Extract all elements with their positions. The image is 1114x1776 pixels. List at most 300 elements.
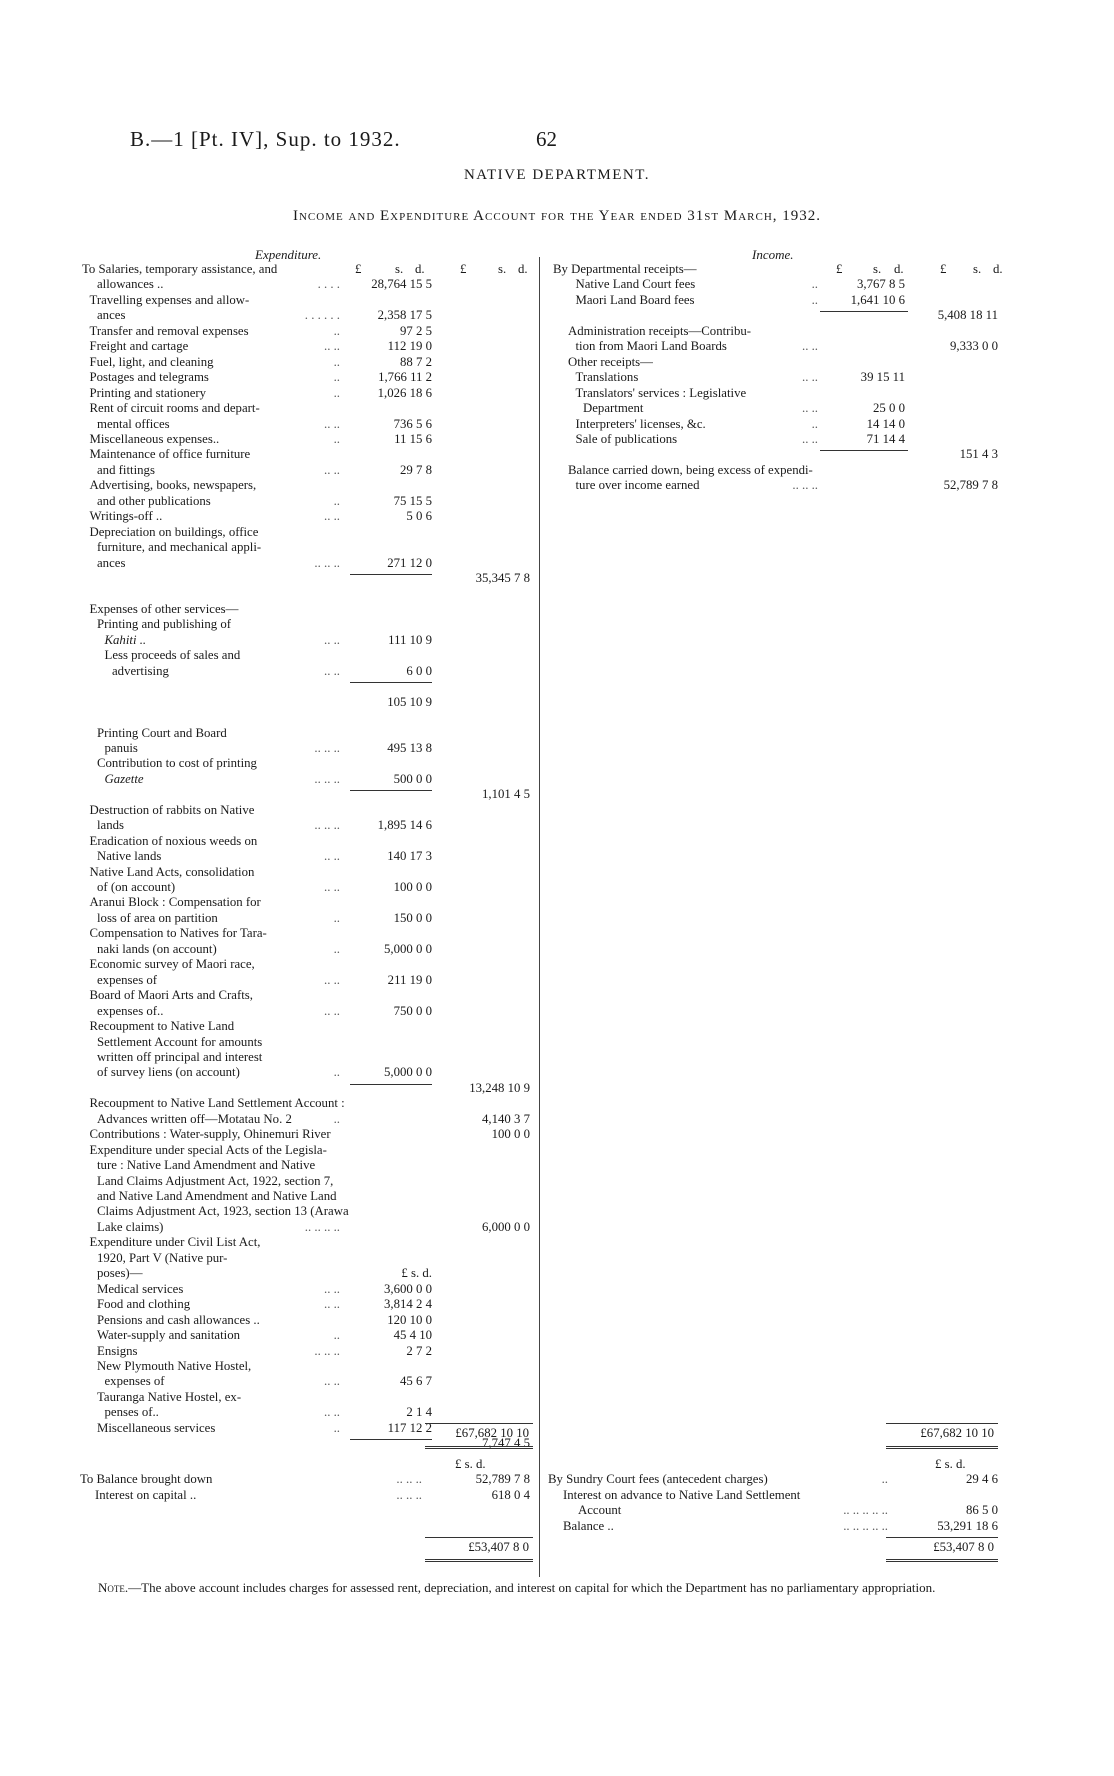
expenditure-row-leader-dots: .. .. bbox=[324, 849, 340, 864]
expenditure-row-leader-dots: .. bbox=[333, 385, 340, 400]
expenditure-row-leader-dots: .. bbox=[333, 1111, 340, 1126]
expenditure-row-subtotal-rule bbox=[350, 1084, 432, 1085]
income-after-row bbox=[0, 1488, 1114, 1503]
income-row-amount-total: 5,408 18 11 bbox=[937, 308, 998, 323]
expenditure-row-amount-detail: 45 6 7 bbox=[400, 1374, 432, 1389]
income-row bbox=[0, 478, 1114, 493]
expenditure-row-amount-detail: 11 15 6 bbox=[394, 431, 432, 446]
expenditure-row-amount-detail: 140 17 3 bbox=[387, 849, 432, 864]
expenditure-row-leader-dots: .. .. bbox=[324, 972, 340, 987]
income-row bbox=[0, 386, 1114, 401]
income-after-row bbox=[0, 1503, 1114, 1518]
page-header bbox=[0, 0, 1114, 230]
expenditure-row bbox=[0, 1328, 1114, 1343]
income-row-label: ture over income earned bbox=[575, 478, 700, 493]
expenditure-row-amount-detail: 6 0 0 bbox=[406, 663, 432, 678]
expenditure-row-subtotal-rule bbox=[350, 1439, 432, 1440]
expenditure-row bbox=[0, 633, 1114, 648]
expenditure-row-leader-dots: . . . . bbox=[317, 277, 340, 292]
expenditure-row bbox=[0, 1004, 1114, 1019]
income-after-row bbox=[0, 1472, 1114, 1487]
expenditure-row bbox=[0, 803, 1114, 818]
expenditure-row-amount-detail: 5 0 6 bbox=[406, 509, 432, 524]
income-row-leader-dots: .. bbox=[811, 292, 818, 307]
expenditure-row-leader-dots: .. .. .. bbox=[314, 555, 340, 570]
expenditure-row bbox=[0, 726, 1114, 741]
expenditure-row-label: Economic survey of Maori race, bbox=[89, 957, 255, 972]
expenditure-row-label: Contributions : Water-supply, Ohinemuri River bbox=[89, 1127, 331, 1142]
income-final-rule-top bbox=[886, 1537, 998, 1538]
expenditure-row-amount-detail: 112 19 0 bbox=[387, 339, 432, 354]
expenditure-row-label: Tauranga Native Hostel, ex- bbox=[97, 1389, 242, 1404]
income-row-leader-dots: .. .. bbox=[802, 370, 818, 385]
income-row-label: Maori Land Board fees bbox=[575, 292, 695, 307]
expenditure-row-leader-dots: .. bbox=[333, 910, 340, 925]
expenditure-row bbox=[0, 1297, 1114, 1312]
expenditure-row-label: To Salaries, temporary assistance, and bbox=[82, 262, 278, 276]
expenditure-after-row-label: Interest on capital .. bbox=[95, 1487, 197, 1502]
income-currency-head: s. bbox=[873, 262, 882, 276]
expenditure-row-label: 1920, Part V (Native pur- bbox=[97, 1250, 228, 1265]
income-after-row-label: Interest on advance to Native Land Settlement bbox=[563, 1487, 801, 1502]
expenditure-row-amount-detail: 100 0 0 bbox=[393, 880, 432, 894]
expenditure-row-amount-detail: 2,358 17 5 bbox=[377, 308, 432, 323]
expenditure-row-leader-dots: .. .. bbox=[324, 632, 340, 647]
expenditure-row-amount-total: 35,345 7 8 bbox=[475, 571, 530, 585]
income-after-row-leader-dots: .. .. .. .. .. bbox=[843, 1518, 888, 1533]
income-after-row-amount: 86 5 0 bbox=[966, 1503, 998, 1518]
expenditure-row-leader-dots: .. .. bbox=[324, 1405, 340, 1420]
expenditure-row bbox=[0, 1405, 1114, 1420]
expenditure-row-leader-dots: .. .. bbox=[324, 462, 340, 477]
income-row-label: Native Land Court fees bbox=[575, 277, 696, 292]
expenditure-row bbox=[0, 957, 1114, 972]
expenditure-row-label: Destruction of rabbits on Native bbox=[89, 802, 255, 817]
expenditure-row bbox=[0, 1204, 1114, 1219]
expenditure-row-label: Recoupment to Native Land Settlement Account : bbox=[89, 1096, 345, 1111]
expenditure-row-label: loss of area on partition bbox=[97, 910, 218, 925]
income-row bbox=[0, 355, 1114, 370]
income-after-row-amount: 29 4 6 bbox=[966, 1472, 998, 1487]
expenditure-row bbox=[0, 818, 1114, 833]
expenditure-row-leader-dots: .. bbox=[333, 493, 340, 508]
income-currency-head: d. bbox=[894, 262, 904, 276]
expenditure-row bbox=[0, 1096, 1114, 1111]
income-row bbox=[0, 277, 1114, 292]
expenditure-row-label: Writings-off .. bbox=[89, 509, 163, 524]
income-row-label: Translations bbox=[575, 370, 639, 385]
expenditure-row bbox=[0, 1390, 1114, 1405]
expenditure-row-label: Rent of circuit rooms and depart- bbox=[89, 401, 260, 416]
income-row-amount-total: 9,333 0 0 bbox=[950, 339, 998, 354]
expenditure-row-amount-detail: 3,600 0 0 bbox=[384, 1281, 432, 1296]
expenditure-row-label: Expenses of other services— bbox=[89, 601, 239, 616]
expenditure-grand-total: £67,682 10 10 bbox=[455, 1426, 529, 1440]
expenditure-row-label: lands bbox=[97, 818, 125, 833]
expenditure-row-leader-dots: .. bbox=[333, 1420, 340, 1435]
expenditure-row-leader-dots: .. .. bbox=[324, 416, 340, 431]
parliamentary-paper-reference: B.—1 [Pt. IV], Sup. to 1932. bbox=[130, 127, 401, 151]
expenditure-total-rule-bottom bbox=[425, 1446, 533, 1449]
income-row-label: By Departmental receipts— bbox=[553, 262, 697, 276]
expenditure-row bbox=[0, 1112, 1114, 1127]
expenditure-row-label: Freight and cartage bbox=[89, 339, 189, 354]
income-currency-head: £ bbox=[836, 262, 843, 276]
expenditure-row-amount-detail: 736 5 6 bbox=[393, 416, 432, 431]
expenditure-row-label: Lake claims) bbox=[97, 1219, 164, 1234]
expenditure-row-label: Settlement Account for amounts bbox=[97, 1034, 263, 1049]
expenditure-row-amount-detail: 29 7 8 bbox=[400, 462, 432, 477]
expenditure-row-label: Fuel, light, and cleaning bbox=[89, 354, 214, 369]
expenditure-row-leader-dots: .. .. bbox=[324, 1003, 340, 1018]
expenditure-final-rule-top bbox=[425, 1537, 533, 1538]
expenditure-row-leader-dots: .. .. bbox=[324, 1281, 340, 1296]
income-row-leader-dots: .. .. bbox=[802, 431, 818, 446]
income-row bbox=[0, 463, 1114, 478]
expenditure-row-subtotal-rule bbox=[350, 790, 432, 791]
income-row-label: tion from Maori Land Boards bbox=[575, 339, 727, 354]
expenditure-row bbox=[0, 865, 1114, 880]
income-total-rule-top bbox=[886, 1423, 998, 1424]
expenditure-row-label: Aranui Block : Compensation for bbox=[89, 895, 261, 910]
expenditure-row-leader-dots: .. bbox=[333, 431, 340, 446]
expenditure-row-label: panuis bbox=[104, 740, 138, 755]
expenditure-row bbox=[0, 1374, 1114, 1389]
income-row-subtotal-rule bbox=[820, 311, 908, 312]
expenditure-row-label: Recoupment to Native Land bbox=[89, 1019, 235, 1034]
expenditure-row-label: Depreciation on buildings, office bbox=[89, 524, 259, 539]
expenditure-row-subtotal-rule bbox=[350, 682, 432, 683]
expenditure-row-amount-detail: 5,000 0 0 bbox=[384, 1065, 432, 1080]
expenditure-row bbox=[0, 1282, 1114, 1297]
expenditure-row-label: Advances written off—Motatau No. 2 bbox=[97, 1111, 292, 1126]
expenditure-row-label: mental offices bbox=[97, 416, 170, 431]
expenditure-row bbox=[0, 1235, 1114, 1250]
income-row-leader-dots: .. bbox=[811, 277, 818, 292]
expenditure-final-total: £53,407 8 0 bbox=[468, 1540, 529, 1554]
expenditure-row-amount-detail: 105 10 9 bbox=[387, 694, 432, 709]
income-row-label: Sale of publications bbox=[575, 431, 678, 446]
expenditure-row-label: Less proceeds of sales and bbox=[104, 648, 241, 663]
income-row-label: Interpreters' licenses, &c. bbox=[575, 416, 706, 431]
income-after-row-leader-dots: .. bbox=[881, 1472, 888, 1487]
income-grand-total: £67,682 10 10 bbox=[920, 1426, 994, 1440]
expenditure-after-row-amount: 52,789 7 8 bbox=[475, 1472, 530, 1487]
expenditure-row bbox=[0, 1158, 1114, 1173]
expenditure-final-rule-bottom bbox=[425, 1559, 533, 1562]
income-final-total: £53,407 8 0 bbox=[933, 1540, 994, 1554]
income-row-label: Administration receipts—Contribu- bbox=[568, 323, 752, 338]
footnote-text: —The above account includes charges for assessed rent, depreciation, and interest on capital for which the Department has no parliamentary appropriation. bbox=[128, 1580, 936, 1595]
expenditure-row bbox=[0, 602, 1114, 617]
income-row-leader-dots: .. .. bbox=[802, 401, 818, 416]
expenditure-row bbox=[0, 664, 1114, 679]
expenditure-row bbox=[0, 556, 1114, 571]
expenditure-row-amount-detail: 211 19 0 bbox=[387, 972, 432, 987]
expenditure-row-amount-detail: 271 12 0 bbox=[387, 555, 432, 570]
expenditure-row-amount-detail: 750 0 0 bbox=[393, 1003, 432, 1018]
expenditure-row-label: poses)— bbox=[97, 1266, 143, 1281]
income-row-leader-dots: .. .. .. bbox=[792, 478, 818, 493]
expenditure-row bbox=[0, 1189, 1114, 1204]
expenditure-row-amount-detail: 88 7 2 bbox=[400, 354, 432, 369]
expenditure-row-amount-detail: 2 1 4 bbox=[406, 1405, 432, 1420]
income-row-label: Department bbox=[583, 401, 644, 416]
expenditure-row bbox=[0, 648, 1114, 663]
expenditure-row-label: Eradication of noxious weeds on bbox=[89, 833, 258, 848]
expenditure-row-label: Printing Court and Board bbox=[97, 725, 227, 740]
expenditure-row-label: Gazette bbox=[104, 771, 144, 786]
expenditure-row bbox=[0, 1019, 1114, 1034]
income-row bbox=[0, 308, 1114, 323]
income-row-amount-detail: 25 0 0 bbox=[873, 401, 905, 416]
expenditure-row-label: ances bbox=[97, 308, 126, 323]
expenditure-row-amount-detail: 150 0 0 bbox=[393, 910, 432, 925]
income-currency-head: d. bbox=[993, 262, 1003, 276]
expenditure-row bbox=[0, 1344, 1114, 1359]
expenditure-row bbox=[0, 772, 1114, 787]
income-row bbox=[0, 417, 1114, 432]
expenditure-total-rule-top bbox=[425, 1423, 533, 1424]
expenditure-row-leader-dots: .. bbox=[333, 354, 340, 369]
expenditure-row-leader-dots: .. bbox=[333, 1065, 340, 1080]
expenditure-row bbox=[0, 942, 1114, 957]
expenditure-row-leader-dots: .. .. bbox=[324, 663, 340, 678]
expenditure-row-label: Maintenance of office furniture bbox=[89, 447, 251, 462]
expenditure-row bbox=[0, 880, 1114, 895]
expenditure-currency-head: £ bbox=[355, 262, 362, 276]
expenditure-row-label: Travelling expenses and allow- bbox=[89, 292, 250, 307]
expenditure-row-leader-dots: .. .. bbox=[324, 1374, 340, 1389]
department-title: NATIVE DEPARTMENT. bbox=[463, 167, 651, 183]
expenditure-row bbox=[0, 525, 1114, 540]
expenditure-row-amount-total: 7,747 4 5 bbox=[482, 1436, 530, 1451]
expenditure-after-heads: £ s. d. bbox=[455, 1457, 486, 1471]
expenditure-row-label: Land Claims Adjustment Act, 1922, section 7, bbox=[97, 1173, 334, 1188]
expenditure-row-amount-detail: 97 2 5 bbox=[400, 323, 432, 338]
income-row-amount-detail: 3,767 8 5 bbox=[857, 277, 905, 292]
expenditure-row-amount-total: 6,000 0 0 bbox=[482, 1219, 530, 1234]
footnote bbox=[70, 1580, 1000, 1596]
expenditure-currency-head: d. bbox=[415, 262, 425, 276]
expenditure-row-leader-dots: .. .. bbox=[324, 1297, 340, 1312]
expenditure-row bbox=[0, 1313, 1114, 1328]
expenditure-row bbox=[0, 911, 1114, 926]
income-after-row-leader-dots: .. .. .. .. .. bbox=[843, 1503, 888, 1518]
income-final-rule-bottom bbox=[886, 1559, 998, 1562]
expenditure-row-amount-detail: £ s. d. bbox=[401, 1266, 432, 1281]
expenditure-row-label: ture : Native Land Amendment and Native bbox=[97, 1158, 316, 1173]
expenditure-row bbox=[0, 973, 1114, 988]
expenditure-row-amount-detail: 5,000 0 0 bbox=[384, 941, 432, 956]
expenditure-currency-head: s. bbox=[498, 262, 507, 276]
expenditure-after-row-leader-dots: .. .. .. bbox=[396, 1487, 422, 1502]
expenditure-row-leader-dots: .. .. bbox=[324, 339, 340, 354]
expenditure-row-label: Board of Maori Arts and Crafts, bbox=[89, 988, 253, 1003]
expenditure-row-leader-dots: . . . . . . bbox=[304, 308, 340, 323]
expenditure-row-leader-dots: .. .. .. bbox=[314, 1343, 340, 1358]
expenditure-row-label: Compensation to Natives for Tara- bbox=[89, 926, 267, 941]
footnote-label: Note. bbox=[98, 1580, 129, 1595]
expenditure-row bbox=[0, 617, 1114, 632]
expenditure-row-label: naki lands (on account) bbox=[97, 941, 217, 956]
income-row bbox=[0, 339, 1114, 354]
expenditure-row-label: Native Land Acts, consolidation bbox=[89, 864, 255, 879]
expenditure-row-amount-detail: 3,814 2 4 bbox=[384, 1297, 432, 1312]
expenditure-row bbox=[0, 988, 1114, 1003]
expenditure-row-label: Food and clothing bbox=[97, 1297, 191, 1312]
expenditure-row bbox=[0, 834, 1114, 849]
expenditure-row-amount-total: 1,101 4 5 bbox=[482, 787, 530, 802]
expenditure-row-label: ances bbox=[97, 555, 126, 570]
expenditure-row-label: Expenditure under Civil List Act, bbox=[89, 1235, 261, 1250]
expenditure-row-amount-detail: 495 13 8 bbox=[387, 740, 432, 755]
expenditure-row bbox=[0, 695, 1114, 710]
expenditure-row-amount-detail: 45 4 10 bbox=[393, 1328, 432, 1343]
expenditure-row bbox=[0, 1050, 1114, 1065]
expenditure-row-leader-dots: .. .. .. bbox=[314, 771, 340, 786]
income-row-amount-detail: 1,641 10 6 bbox=[850, 292, 905, 307]
income-row-amount-total: 52,789 7 8 bbox=[943, 478, 998, 493]
expenditure-row-label: and other publications bbox=[97, 493, 211, 508]
expenditure-row bbox=[0, 756, 1114, 771]
expenditure-row-label: Printing and publishing of bbox=[97, 617, 232, 632]
expenditure-after-row-label: To Balance brought down bbox=[80, 1472, 213, 1487]
expenditure-row-leader-dots: .. bbox=[333, 941, 340, 956]
expenditure-row-label: Miscellaneous services bbox=[97, 1420, 216, 1435]
expenditure-row bbox=[0, 1127, 1114, 1142]
expenditure-row bbox=[0, 1251, 1114, 1266]
expenditure-row-label: written off principal and interest bbox=[97, 1049, 263, 1064]
expenditure-heading: Expenditure. bbox=[255, 247, 322, 262]
income-row bbox=[0, 432, 1114, 447]
expenditure-row-amount-detail: 500 0 0 bbox=[393, 771, 432, 786]
expenditure-row-label: Postages and telegrams bbox=[89, 370, 209, 385]
expenditure-row-label: Kahiti .. bbox=[104, 632, 147, 647]
expenditure-row-amount-detail: 28,764 15 5 bbox=[371, 277, 432, 292]
expenditure-row bbox=[0, 1174, 1114, 1189]
expenditure-row-label: furniture, and mechanical appli- bbox=[97, 540, 262, 555]
expenditure-row-label: Pensions and cash allowances .. bbox=[97, 1312, 260, 1327]
expenditure-row-label: Transfer and removal expenses bbox=[89, 323, 249, 338]
expenditure-row-label: Water-supply and sanitation bbox=[97, 1328, 240, 1343]
expenditure-row-leader-dots: .. bbox=[333, 370, 340, 385]
expenditure-row-leader-dots: .. bbox=[333, 323, 340, 338]
income-row-label: Balance carried down, being excess of expendi- bbox=[568, 462, 813, 477]
income-row-label: Translators' services : Legislative bbox=[575, 385, 747, 400]
expenditure-row-label: Claims Adjustment Act, 1923, section 13 (Arawa bbox=[97, 1204, 349, 1219]
income-after-row-label: Balance .. bbox=[563, 1518, 614, 1533]
income-currency-head: s. bbox=[973, 262, 982, 276]
expenditure-row bbox=[0, 571, 1114, 586]
expenditure-row bbox=[0, 1266, 1114, 1281]
expenditure-currency-head: s. bbox=[395, 262, 404, 276]
expenditure-row-label: and fittings bbox=[97, 462, 155, 477]
expenditure-row-label: expenses of bbox=[104, 1374, 165, 1389]
expenditure-row-leader-dots: .. .. .. bbox=[314, 740, 340, 755]
expenditure-row bbox=[0, 895, 1114, 910]
expenditure-row-leader-dots: .. .. .. bbox=[314, 818, 340, 833]
expenditure-row-amount-detail: 75 15 5 bbox=[393, 493, 432, 508]
expenditure-row-label: New Plymouth Native Hostel, bbox=[97, 1358, 252, 1373]
expenditure-row bbox=[0, 586, 1114, 601]
income-row-leader-dots: .. bbox=[811, 416, 818, 431]
expenditure-row-label: and Native Land Amendment and Native Land bbox=[97, 1189, 337, 1203]
expenditure-row bbox=[0, 1359, 1114, 1374]
income-row bbox=[0, 401, 1114, 416]
income-row-label: Other receipts— bbox=[568, 354, 653, 369]
expenditure-row-label: Advertising, books, newspapers, bbox=[89, 478, 257, 493]
expenditure-row bbox=[0, 1081, 1114, 1096]
expenditure-row bbox=[0, 1220, 1114, 1235]
income-after-row-label: Account bbox=[578, 1503, 622, 1518]
expenditure-row-amount-detail: 1,026 18 6 bbox=[377, 385, 432, 400]
expenditure-currency-head: d. bbox=[518, 262, 528, 276]
expenditure-row-leader-dots: .. .. .. .. bbox=[304, 1219, 340, 1234]
income-row bbox=[0, 370, 1114, 385]
expenditure-row-amount-total: 100 0 0 bbox=[491, 1127, 530, 1142]
expenditure-row-label: allowances .. bbox=[97, 277, 164, 292]
income-after-row-amount: 53,291 18 6 bbox=[937, 1518, 998, 1533]
income-row-amount-detail: 14 14 0 bbox=[866, 416, 905, 431]
expenditure-row-label: of survey liens (on account) bbox=[97, 1065, 240, 1080]
expenditure-row-label: Miscellaneous expenses.. bbox=[89, 431, 220, 446]
income-currency-head: £ bbox=[940, 262, 947, 276]
expenditure-row-amount-detail: 117 12 2 bbox=[387, 1420, 432, 1435]
expenditure-row-label: expenses of bbox=[97, 972, 158, 987]
expenditure-row-amount-detail: 111 10 9 bbox=[388, 632, 432, 647]
expenditure-after-row-amount: 618 0 4 bbox=[491, 1487, 530, 1502]
expenditure-row-label: Native lands bbox=[97, 849, 162, 864]
expenditure-after-row-leader-dots: .. .. .. bbox=[396, 1472, 422, 1487]
income-row bbox=[0, 293, 1114, 308]
expenditure-row-amount-detail: 1,895 14 6 bbox=[377, 818, 432, 833]
expenditure-row-label: Expenditure under special Acts of the Legisla- bbox=[89, 1142, 327, 1157]
expenditure-row-label: Medical services bbox=[97, 1281, 184, 1296]
expenditure-row-label: advertising bbox=[112, 663, 169, 678]
income-after-row-label: By Sundry Court fees (antecedent charges) bbox=[548, 1472, 768, 1487]
income-row bbox=[0, 262, 1114, 277]
income-row-leader-dots: .. .. bbox=[802, 339, 818, 354]
expenditure-row-leader-dots: .. .. bbox=[324, 509, 340, 524]
expenditure-row-label: penses of.. bbox=[104, 1405, 159, 1420]
expenditure-row-subtotal-rule bbox=[350, 574, 432, 575]
expenditure-row bbox=[0, 494, 1114, 509]
account-subtitle: Income and Expenditure Account for the Year ended 31st March, 1932. bbox=[292, 208, 822, 224]
expenditure-row-label: Printing and stationery bbox=[89, 385, 207, 400]
income-row bbox=[0, 324, 1114, 339]
expenditure-row-amount-total: 4,140 3 7 bbox=[482, 1111, 530, 1126]
income-row-subtotal-rule bbox=[820, 450, 908, 451]
expenditure-row bbox=[0, 741, 1114, 756]
expenditure-currency-head: £ bbox=[460, 262, 467, 276]
income-after-heads: £ s. d. bbox=[935, 1457, 966, 1471]
income-after-row bbox=[0, 1519, 1114, 1534]
expenditure-row-amount-detail: 1,766 11 2 bbox=[378, 370, 432, 385]
expenditure-row bbox=[0, 710, 1114, 725]
expenditure-row bbox=[0, 509, 1114, 524]
expenditure-row-leader-dots: .. .. bbox=[324, 880, 340, 894]
expenditure-row-label: expenses of.. bbox=[97, 1003, 164, 1018]
expenditure-row bbox=[0, 540, 1114, 555]
expenditure-row-label: Contribution to cost of printing bbox=[97, 756, 257, 771]
page-number: 62 bbox=[536, 127, 557, 151]
expenditure-row bbox=[0, 1143, 1114, 1158]
income-row-amount-detail: 71 14 4 bbox=[866, 431, 905, 446]
expenditure-row-amount-total: 13,248 10 9 bbox=[469, 1080, 530, 1095]
expenditure-row-amount-detail: 2 7 2 bbox=[406, 1343, 432, 1358]
expenditure-row-amount-detail: 120 10 0 bbox=[387, 1312, 432, 1327]
